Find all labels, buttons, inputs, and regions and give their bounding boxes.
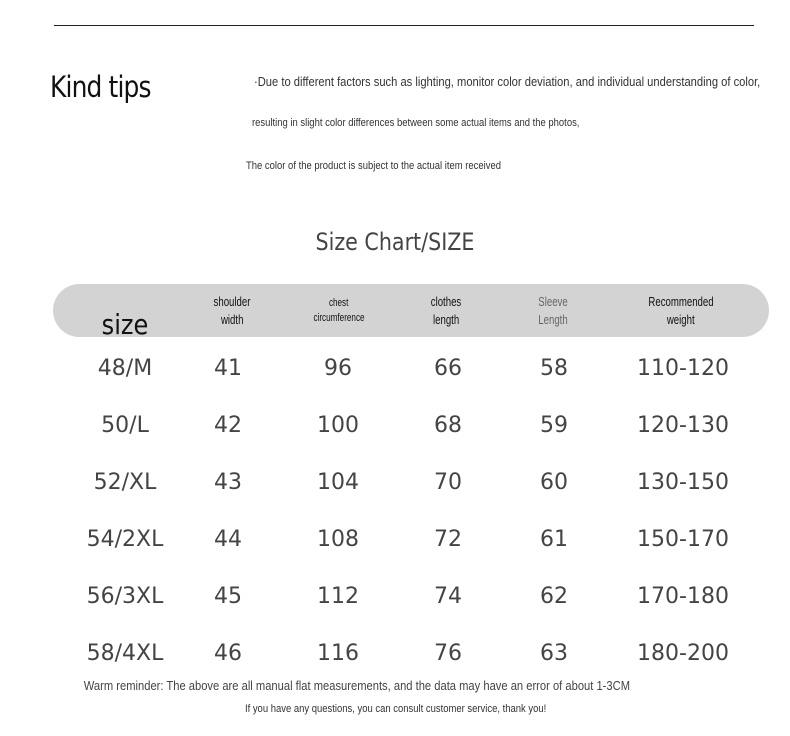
shoulder-width-cell: 43: [214, 470, 242, 495]
header-chest-circumference: chest circumference: [313, 296, 365, 324]
sleeve-length-cell: 61: [540, 527, 568, 552]
clothes-length-cell: 68: [434, 413, 462, 438]
header-recommended-weight: Recommended weight: [648, 293, 714, 327]
size-cell: 54/2XL: [86, 527, 164, 552]
clothes-length-cell: 76: [434, 641, 462, 666]
chest-cell: 112: [317, 584, 359, 609]
size-cell: 58/4XL: [86, 641, 164, 666]
weight-cell: 150-170: [637, 527, 729, 552]
sleeve-length-cell: 58: [540, 356, 568, 381]
chest-cell: 116: [317, 641, 359, 666]
shoulder-width-cell: 44: [214, 527, 242, 552]
table-row: [0, 397, 790, 454]
weight-cell: 180-200: [637, 641, 729, 666]
sleeve-length-cell: 63: [540, 641, 568, 666]
sleeve-length-cell: 60: [540, 470, 568, 495]
weight-cell: 130-150: [637, 470, 729, 495]
weight-cell: 170-180: [637, 584, 729, 609]
weight-cell: 110-120: [637, 356, 729, 381]
header-clothes-length: clothes length: [430, 293, 462, 327]
clothes-length-cell: 70: [434, 470, 462, 495]
size-cell: 52/XL: [93, 470, 157, 495]
table-row: [0, 454, 790, 511]
table-row: [0, 511, 790, 568]
shoulder-width-cell: 46: [214, 641, 242, 666]
tip-line-color-differences: resulting in slight color differences between some actual items and the photos,: [252, 117, 580, 129]
size-chart-title: Size Chart/SIZE: [315, 228, 475, 256]
clothes-length-cell: 74: [434, 584, 462, 609]
warm-reminder: Warm reminder: The above are all manual flat measurements, and the data may have an error of about 1-3CM: [83, 678, 631, 693]
shoulder-width-cell: 45: [214, 584, 242, 609]
kind-tips-title: Kind tips: [50, 70, 151, 104]
size-cell: 56/3XL: [86, 584, 164, 609]
header-shoulder-width: shoulder width: [213, 293, 251, 327]
shoulder-width-cell: 42: [214, 413, 242, 438]
clothes-length-cell: 66: [434, 356, 462, 381]
tip-line-actual-item: The color of the product is subject to the actual item received: [246, 160, 502, 172]
table-row: [0, 568, 790, 625]
weight-cell: 120-130: [637, 413, 729, 438]
table-row: [0, 340, 790, 397]
chest-cell: 104: [317, 470, 359, 495]
chest-cell: 96: [324, 356, 352, 381]
table-row: [0, 625, 790, 682]
sleeve-length-cell: 62: [540, 584, 568, 609]
clothes-length-cell: 72: [434, 527, 462, 552]
header-sleeve-length: Sleeve Length: [538, 293, 568, 327]
header-size: size: [101, 307, 149, 341]
size-cell: 50/L: [101, 413, 149, 438]
chest-cell: 100: [317, 413, 359, 438]
top-divider: [54, 25, 754, 26]
customer-service-note: If you have any questions, you can consult customer service, thank you!: [244, 703, 547, 715]
size-cell: 48/M: [97, 356, 153, 381]
sleeve-length-cell: 59: [540, 413, 568, 438]
shoulder-width-cell: 41: [214, 356, 242, 381]
chest-cell: 108: [317, 527, 359, 552]
tip-line-color-factors: ·Due to different factors such as lighting, monitor color deviation, and individual understanding of color,: [254, 74, 761, 89]
